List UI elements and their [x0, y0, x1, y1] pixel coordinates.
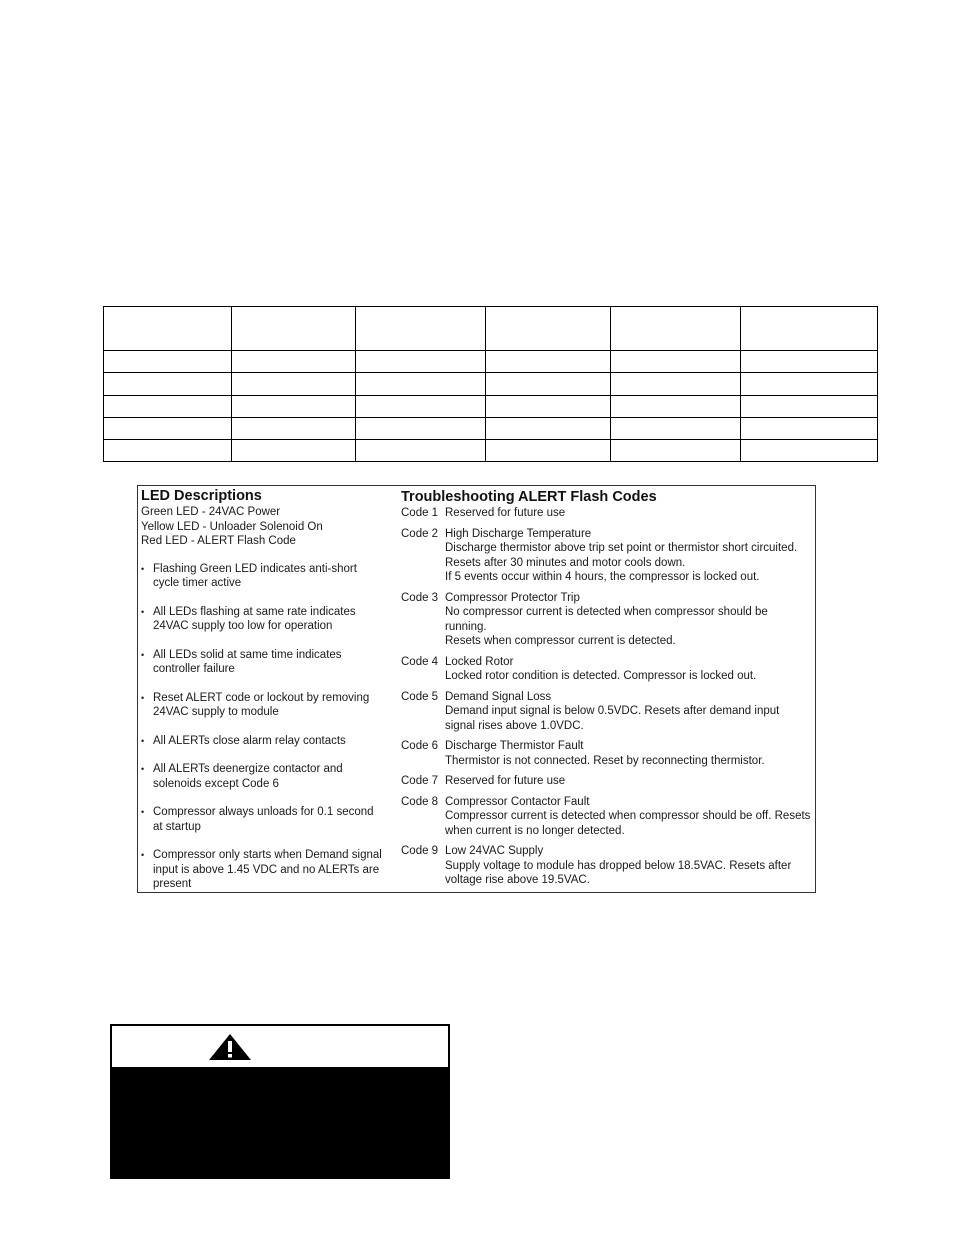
table-cell	[611, 417, 741, 439]
flash-code-title: High Discharge Temperature	[445, 527, 592, 540]
flash-code-body	[445, 527, 811, 585]
blank-table	[103, 306, 878, 462]
flash-code-title: Reserved for future use	[445, 507, 566, 519]
table-cell	[232, 351, 356, 373]
table-cell	[356, 351, 486, 373]
flash-code-body	[445, 774, 811, 789]
led-note-text: All LEDs solid at same time indicates controller failure	[153, 648, 342, 675]
table-cell	[611, 395, 741, 417]
table-cell	[486, 439, 611, 461]
flash-code-body	[445, 591, 811, 649]
flash-code-detail: Resets when compressor current is detected.	[445, 635, 676, 647]
table-cell	[232, 373, 356, 395]
list-item	[141, 691, 386, 720]
flash-code-label: Code 2	[401, 527, 439, 540]
led-note-text: All ALERTs deenergize contactor and solenoids except Code 6	[153, 763, 343, 790]
flash-code-entry	[401, 844, 811, 888]
list-item	[141, 848, 386, 892]
flash-code-title: Demand Signal Loss	[445, 690, 552, 703]
table-cell	[741, 373, 878, 395]
flash-code-detail: Resets after 30 minutes and motor cools down.	[445, 556, 686, 569]
table-cell	[611, 351, 741, 373]
flash-code-detail: If 5 events occur within 4 hours, the compressor is locked out.	[445, 571, 760, 583]
flash-code-label: Code 8	[401, 795, 439, 808]
flash-code-entry	[401, 591, 811, 649]
flash-code-entry	[401, 506, 811, 521]
flash-code-title: Discharge Thermistor Fault	[445, 740, 584, 752]
table-cell	[486, 373, 611, 395]
table-cell	[611, 373, 741, 395]
flash-code-body	[445, 795, 811, 839]
flash-code-entry	[401, 739, 811, 768]
list-item	[141, 805, 386, 834]
table-cell	[104, 439, 232, 461]
bullet-icon: •	[141, 692, 145, 703]
table-cell	[356, 439, 486, 461]
table-cell	[104, 395, 232, 417]
bullet-icon: •	[141, 807, 145, 817]
flash-code-detail: Thermistor is not connected. Reset by reconnecting thermistor.	[445, 754, 765, 767]
led-note-text: All ALERTs close alarm relay contacts	[153, 734, 346, 747]
table-row	[104, 417, 878, 439]
led-notes-list	[141, 562, 386, 892]
table-cell	[232, 307, 356, 351]
table-row	[104, 395, 878, 417]
table-row	[104, 439, 878, 461]
bullet-icon: •	[141, 563, 145, 574]
flash-code-entry	[401, 795, 811, 839]
warning-body	[112, 1067, 448, 1177]
flash-code-label: Code 1	[401, 507, 439, 519]
flash-code-label: Code 3	[401, 591, 439, 604]
list-item	[141, 648, 386, 677]
flash-code-title: Locked Rotor	[445, 655, 514, 668]
table-cell	[741, 439, 878, 461]
flash-codes-list	[401, 506, 811, 888]
table-cell	[611, 439, 741, 461]
flash-code-entry	[401, 527, 811, 585]
flash-code-label: Code 6	[401, 740, 439, 752]
led-note-text: Compressor always unloads for 0.1 second at startup	[153, 806, 374, 833]
led-legend	[141, 505, 386, 549]
led-note-text: Flashing Green LED indicates anti-short cycle timer active	[153, 562, 357, 589]
flash-code-detail: Compressor current is detected when compressor should be off. Resets when current is no longer detected.	[445, 810, 811, 837]
list-item	[141, 605, 386, 634]
table-cell	[104, 373, 232, 395]
warning-header	[112, 1026, 448, 1066]
flash-codes-section	[401, 489, 811, 894]
bullet-icon: •	[141, 764, 145, 774]
flash-code-label: Code 7	[401, 775, 439, 787]
flash-code-detail: Demand input signal is below 0.5VDC. Resets after demand input signal rises above 1.0VDC.	[445, 705, 780, 732]
flash-code-entry	[401, 774, 811, 789]
table-cell	[486, 307, 611, 351]
flash-code-title: Low 24VAC Supply	[445, 845, 544, 857]
list-item	[141, 734, 386, 749]
flash-code-title: Compressor Protector Trip	[445, 591, 580, 604]
led-legend-red: Red LED - ALERT Flash Code	[141, 535, 296, 547]
table-cell	[104, 307, 232, 351]
flash-code-label: Code 4	[401, 655, 439, 668]
table-cell	[356, 417, 486, 439]
led-descriptions-section	[141, 488, 386, 906]
flash-code-detail: Locked rotor condition is detected. Compressor is locked out.	[445, 670, 757, 682]
table-cell	[741, 417, 878, 439]
bullet-icon: •	[141, 606, 145, 617]
flash-code-label: Code 9	[401, 845, 439, 857]
flash-code-entry	[401, 655, 811, 684]
table-cell	[356, 307, 486, 351]
bullet-icon: •	[141, 850, 145, 860]
table-cell	[232, 395, 356, 417]
table-cell	[741, 395, 878, 417]
list-item	[141, 562, 386, 591]
table-row	[104, 373, 878, 395]
table-cell	[486, 395, 611, 417]
flash-code-body	[445, 690, 811, 734]
table-cell	[104, 417, 232, 439]
table-cell	[741, 307, 878, 351]
alert-info-panel	[137, 485, 816, 893]
flash-code-title: Reserved for future use	[445, 775, 566, 787]
table-cell	[611, 307, 741, 351]
flash-code-body	[445, 844, 811, 888]
flash-code-body	[445, 655, 811, 684]
flash-code-body	[445, 739, 811, 768]
table-cell	[356, 373, 486, 395]
led-note-text: Compressor only starts when Demand signal input is above 1.45 VDC and no ALERTs are present	[153, 849, 382, 890]
flash-code-label: Code 5	[401, 690, 439, 703]
table-cell	[232, 417, 356, 439]
led-legend-green: Green LED - 24VAC Power	[141, 506, 281, 518]
table-cell	[232, 439, 356, 461]
flash-code-detail: Discharge thermistor above trip set point or thermistor short circuited.	[445, 542, 798, 554]
table-row	[104, 351, 878, 373]
flash-code-detail: Supply voltage to module has dropped below 18.5VAC. Resets after voltage rise above 19.5VAC.	[445, 859, 792, 886]
table-cell	[486, 351, 611, 373]
warning-triangle-icon	[208, 1033, 252, 1061]
flash-codes-heading: Troubleshooting ALERT Flash Codes	[401, 489, 657, 505]
bullet-icon: •	[141, 735, 145, 746]
list-item	[141, 762, 386, 791]
led-note-text: All LEDs flashing at same rate indicates 24VAC supply too low for operation	[153, 605, 356, 632]
warning-box	[110, 1024, 450, 1179]
flash-code-detail: No compressor current is detected when compressor should be running.	[445, 606, 768, 633]
table-cell	[741, 351, 878, 373]
flash-code-body	[445, 506, 811, 521]
led-note-text: Reset ALERT code or lockout by removing 24VAC supply to module	[153, 691, 370, 718]
flash-code-title: Compressor Contactor Fault	[445, 795, 590, 808]
bullet-icon: •	[141, 649, 145, 660]
table-cell	[104, 351, 232, 373]
table-cell	[486, 417, 611, 439]
led-descriptions-heading: LED Descriptions	[141, 488, 262, 504]
flash-code-entry	[401, 690, 811, 734]
table-header-row	[104, 307, 878, 351]
table-cell	[356, 395, 486, 417]
led-legend-yellow: Yellow LED - Unloader Solenoid On	[141, 520, 323, 533]
